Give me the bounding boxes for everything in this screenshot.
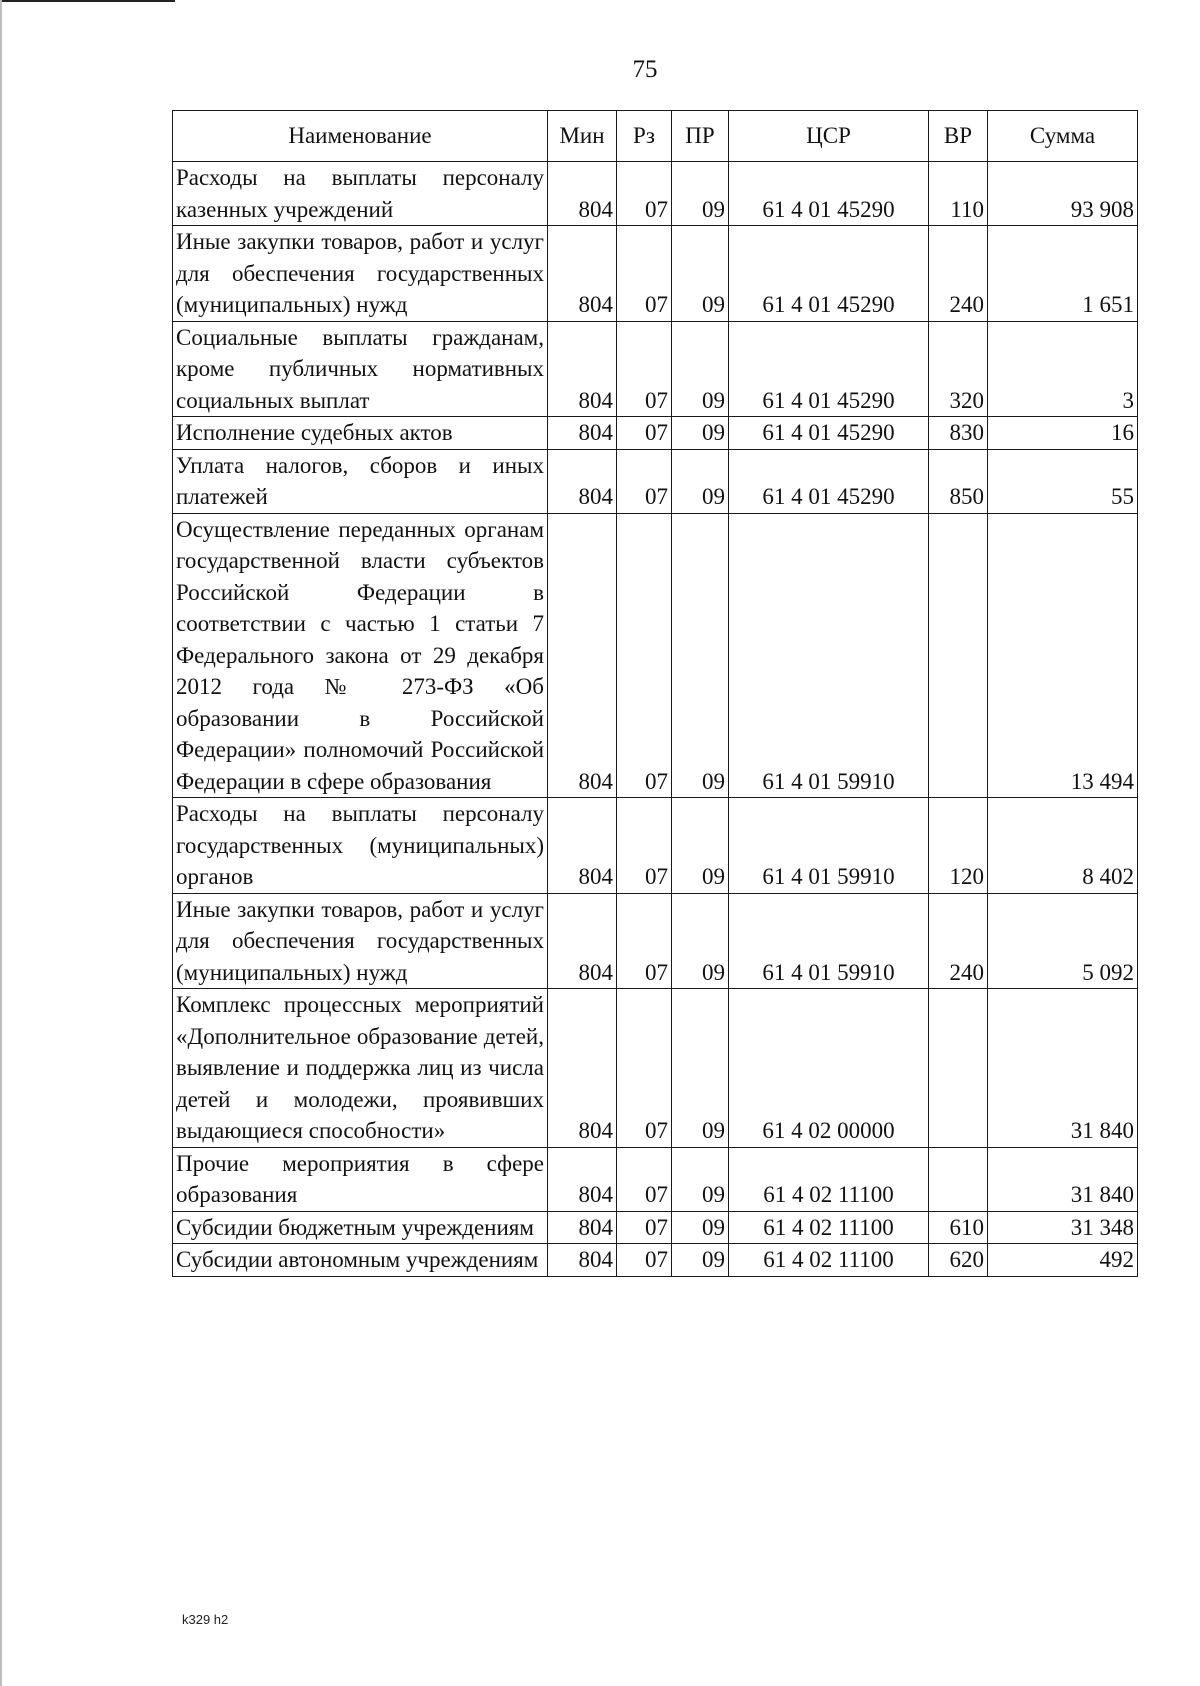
- cell-pr: 09: [672, 1244, 729, 1277]
- top-edge-rule: [0, 0, 175, 2]
- cell-pr: 09: [672, 321, 729, 417]
- cell-csr: 61 4 01 45290: [729, 226, 929, 322]
- cell-min: 804: [548, 513, 617, 798]
- header-sum: Сумма: [988, 111, 1138, 162]
- cell-sum: 31 348: [988, 1211, 1138, 1244]
- cell-name: Комплекс процессных мероприятий «Дополнительное образование детей, выявление и поддержка лиц из числа детей и молодежи, проявивших выдающиеся способности»: [173, 989, 548, 1148]
- cell-sum: 1 651: [988, 226, 1138, 322]
- header-name: Наименование: [173, 111, 548, 162]
- cell-rz: 07: [617, 321, 672, 417]
- cell-sum: 16: [988, 417, 1138, 450]
- cell-vr: 320: [929, 321, 988, 417]
- cell-csr: 61 4 01 45290: [729, 449, 929, 513]
- cell-min: 804: [548, 226, 617, 322]
- table-row: [173, 1244, 1138, 1277]
- cell-csr: 61 4 01 45290: [729, 162, 929, 226]
- header-min: Мин: [548, 111, 617, 162]
- cell-csr: 61 4 01 45290: [729, 321, 929, 417]
- cell-rz: 07: [617, 1244, 672, 1277]
- cell-min: 804: [548, 798, 617, 894]
- cell-rz: 07: [617, 226, 672, 322]
- cell-sum: 55: [988, 449, 1138, 513]
- cell-pr: 09: [672, 226, 729, 322]
- header-pr: ПР: [672, 111, 729, 162]
- cell-vr: 850: [929, 449, 988, 513]
- cell-sum: 13 494: [988, 513, 1138, 798]
- table-header-row: [173, 111, 1138, 162]
- cell-min: 804: [548, 1147, 617, 1211]
- cell-pr: 09: [672, 893, 729, 989]
- table-row: [173, 162, 1138, 226]
- cell-sum: 31 840: [988, 1147, 1138, 1211]
- cell-rz: 07: [617, 417, 672, 450]
- table-row: [173, 989, 1138, 1148]
- cell-pr: 09: [672, 513, 729, 798]
- cell-csr: 61 4 01 45290: [729, 417, 929, 450]
- cell-pr: 09: [672, 1211, 729, 1244]
- cell-name: Исполнение судебных актов: [173, 417, 548, 450]
- cell-pr: 09: [672, 1147, 729, 1211]
- cell-rz: 07: [617, 893, 672, 989]
- cell-name: Субсидии автономным учреждениям: [173, 1244, 548, 1277]
- cell-name: Иные закупки товаров, работ и услуг для обеспечения государственных (муниципальных) нужд: [173, 226, 548, 322]
- cell-name: Иные закупки товаров, работ и услуг для обеспечения государственных (муниципальных) нужд: [173, 893, 548, 989]
- cell-sum: 5 092: [988, 893, 1138, 989]
- cell-csr: 61 4 01 59910: [729, 513, 929, 798]
- page-number: 75: [632, 56, 658, 83]
- cell-min: 804: [548, 989, 617, 1148]
- cell-pr: 09: [672, 798, 729, 894]
- cell-pr: 09: [672, 162, 729, 226]
- cell-rz: 07: [617, 513, 672, 798]
- cell-sum: 8 402: [988, 798, 1138, 894]
- cell-min: 804: [548, 1244, 617, 1277]
- cell-csr: 61 4 02 11100: [729, 1244, 929, 1277]
- cell-min: 804: [548, 321, 617, 417]
- cell-sum: 31 840: [988, 989, 1138, 1148]
- cell-pr: 09: [672, 989, 729, 1148]
- table-row: [173, 798, 1138, 894]
- cell-min: 804: [548, 893, 617, 989]
- cell-vr: [929, 513, 988, 798]
- table-row: [173, 1211, 1138, 1244]
- cell-vr: [929, 1147, 988, 1211]
- cell-vr: [929, 989, 988, 1148]
- cell-sum: 93 908: [988, 162, 1138, 226]
- cell-min: 804: [548, 449, 617, 513]
- cell-vr: 620: [929, 1244, 988, 1277]
- cell-sum: 3: [988, 321, 1138, 417]
- table-row: [173, 321, 1138, 417]
- cell-pr: 09: [672, 449, 729, 513]
- header-csr: ЦСР: [729, 111, 929, 162]
- footer-document-code: k329 h2: [182, 1612, 229, 1627]
- budget-table: [172, 110, 1138, 1277]
- cell-sum: 492: [988, 1244, 1138, 1277]
- cell-vr: 830: [929, 417, 988, 450]
- cell-vr: 240: [929, 893, 988, 989]
- cell-rz: 07: [617, 989, 672, 1148]
- table-row: [173, 1147, 1138, 1211]
- left-edge-rule: [0, 0, 2, 1686]
- cell-pr: 09: [672, 417, 729, 450]
- cell-min: 804: [548, 162, 617, 226]
- header-vr: ВР: [929, 111, 988, 162]
- cell-csr: 61 4 01 59910: [729, 893, 929, 989]
- table-row: [173, 226, 1138, 322]
- cell-name: Субсидии бюджетным учреждениям: [173, 1211, 548, 1244]
- table-row: [173, 893, 1138, 989]
- table-row: [173, 417, 1138, 450]
- cell-vr: 120: [929, 798, 988, 894]
- table-row: [173, 513, 1138, 798]
- cell-rz: 07: [617, 162, 672, 226]
- cell-vr: 110: [929, 162, 988, 226]
- cell-rz: 07: [617, 1211, 672, 1244]
- cell-name: Расходы на выплаты персоналу казенных учреждений: [173, 162, 548, 226]
- cell-name: Расходы на выплаты персоналу государственных (муниципальных) органов: [173, 798, 548, 894]
- cell-rz: 07: [617, 798, 672, 894]
- header-rz: Рз: [617, 111, 672, 162]
- cell-name: Прочие мероприятия в сфере образования: [173, 1147, 548, 1211]
- cell-csr: 61 4 02 11100: [729, 1211, 929, 1244]
- cell-csr: 61 4 02 11100: [729, 1147, 929, 1211]
- cell-vr: 240: [929, 226, 988, 322]
- cell-min: 804: [548, 417, 617, 450]
- cell-rz: 07: [617, 1147, 672, 1211]
- cell-vr: 610: [929, 1211, 988, 1244]
- cell-name: Осуществление переданных органам государственной власти субъектов Российской Федерации в соответствии с частью 1 статьи 7 Федерального закона от 29 декабря 2012 года № 273-ФЗ «Об образовании в Российской Федерации» полномочий Российской Федерации в сфере образования: [173, 513, 548, 798]
- cell-csr: 61 4 02 00000: [729, 989, 929, 1148]
- cell-name: Уплата налогов, сборов и иных платежей: [173, 449, 548, 513]
- cell-min: 804: [548, 1211, 617, 1244]
- cell-name: Социальные выплаты гражданам, кроме публичных нормативных социальных выплат: [173, 321, 548, 417]
- table-row: [173, 449, 1138, 513]
- cell-rz: 07: [617, 449, 672, 513]
- cell-csr: 61 4 01 59910: [729, 798, 929, 894]
